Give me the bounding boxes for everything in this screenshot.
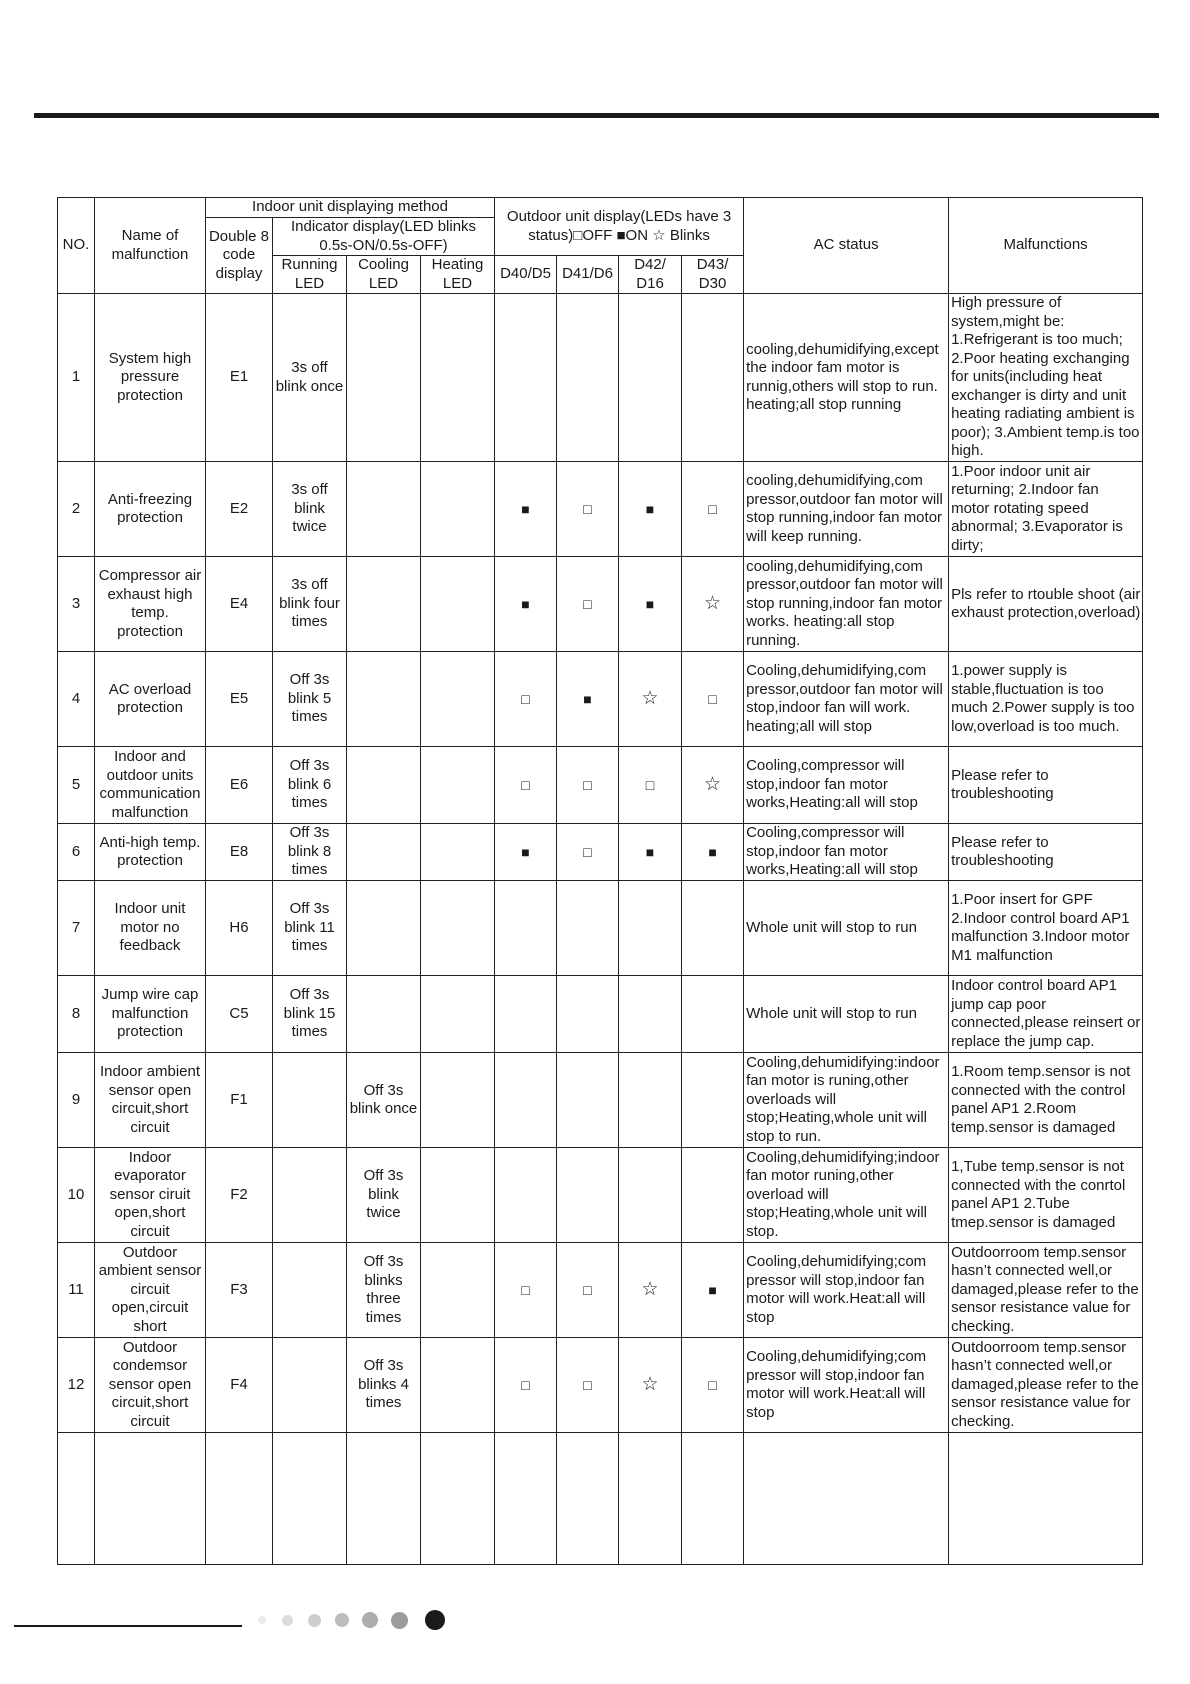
- row-running-led: Off 3s blink 15 times: [273, 976, 347, 1053]
- row-name: System high pressure protection: [95, 294, 206, 462]
- malfunction-table: [57, 197, 1143, 1565]
- row-ac-status: Cooling,dehumidifying;indoor fan motor runing,other overload will stop;Heating,whole unit will stop.: [744, 1148, 949, 1243]
- row-no: 11: [58, 1243, 95, 1338]
- header-running-led: Running LED: [273, 256, 347, 294]
- row-d41: [557, 1148, 619, 1243]
- row-code: F2: [206, 1148, 273, 1243]
- row-malfunction: 1,Tube temp.sensor is not connected with the conrtol panel AP1 2.Tube tmep.sensor is damaged: [949, 1148, 1143, 1243]
- row-name: Anti-high temp. protection: [95, 824, 206, 881]
- row-code: E6: [206, 747, 273, 824]
- row-code: F3: [206, 1243, 273, 1338]
- row-d42: ☆: [619, 652, 682, 747]
- row-d42: [619, 294, 682, 462]
- row-d43: [682, 1053, 744, 1148]
- row-ac-status: cooling,dehumidifying,except the indoor fam motor is runnig,others will stop to run. heating;all stop running: [744, 294, 949, 462]
- row-name: Outdoor condemsor sensor open circuit,short circuit: [95, 1338, 206, 1433]
- row-d43: □: [682, 462, 744, 557]
- row-heating-led: [421, 824, 495, 881]
- row-d41: □: [557, 557, 619, 652]
- row-heating-led: [421, 1148, 495, 1243]
- header-name: Name of malfunction: [95, 198, 206, 294]
- header-d40: D40/D5: [495, 256, 557, 294]
- row-code: E4: [206, 557, 273, 652]
- row-d40: [495, 1053, 557, 1148]
- header-indoor-group: Indoor unit displaying method: [206, 198, 495, 218]
- table-row: [58, 1053, 1143, 1148]
- row-ac-status: Cooling,dehumidifying;com pressor will stop,indoor fan motor will work.Heat:all will stop: [744, 1243, 949, 1338]
- row-malfunction: Outdoorroom temp.sensor hasn’t connected well,or damaged,please refer to the sensor resistance value for checking.: [949, 1243, 1143, 1338]
- row-d41: □: [557, 462, 619, 557]
- row-running-led: 3s off blink once: [273, 294, 347, 462]
- progress-dot: [425, 1610, 445, 1630]
- row-malfunction: 1.Poor indoor unit air returning; 2.Indoor fan motor rotating speed abnormal; 3.Evaporator is dirty;: [949, 462, 1143, 557]
- empty-cell: [347, 1433, 421, 1565]
- row-ac-status: cooling,dehumidifying,com pressor,outdoor fan motor will stop running,indoor fan motor works. heating:all stop running.: [744, 557, 949, 652]
- row-d43: [682, 976, 744, 1053]
- row-cooling-led: Off 3s blink twice: [347, 1148, 421, 1243]
- row-cooling-led: [347, 294, 421, 462]
- row-name: Outdoor ambient sensor circuit open,circuit short: [95, 1243, 206, 1338]
- row-cooling-led: [347, 747, 421, 824]
- row-heating-led: [421, 747, 495, 824]
- row-ac-status: Cooling,compressor will stop,indoor fan motor works,Heating:all will stop: [744, 824, 949, 881]
- row-running-led: [273, 1148, 347, 1243]
- table-row: [58, 294, 1143, 462]
- header-malfunctions: Malfunctions: [949, 198, 1143, 294]
- row-no: 8: [58, 976, 95, 1053]
- row-running-led: [273, 1243, 347, 1338]
- row-name: Indoor unit motor no feedback: [95, 881, 206, 976]
- empty-cell: [682, 1433, 744, 1565]
- row-name: Compressor air exhaust high temp. protection: [95, 557, 206, 652]
- row-d42: [619, 1053, 682, 1148]
- header-indicator-group: Indicator display(LED blinks 0.5s-ON/0.5s-OFF): [273, 218, 495, 256]
- row-malfunction: Indoor control board AP1 jump cap poor connected,please reinsert or replace the jump cap.: [949, 976, 1143, 1053]
- row-malfunction: 1.Room temp.sensor is not connected with the control panel AP1 2.Room temp.sensor is damaged: [949, 1053, 1143, 1148]
- row-cooling-led: [347, 976, 421, 1053]
- header-heating-led: Heating LED: [421, 256, 495, 294]
- empty-cell: [95, 1433, 206, 1565]
- row-d40: [495, 294, 557, 462]
- row-d43: [682, 1148, 744, 1243]
- row-d43: ■: [682, 824, 744, 881]
- row-malfunction: Outdoorroom temp.sensor hasn’t connected well,or damaged,please refer to the sensor resistance value for checking.: [949, 1338, 1143, 1433]
- empty-cell: [495, 1433, 557, 1565]
- progress-dot: [362, 1612, 378, 1628]
- row-heating-led: [421, 976, 495, 1053]
- row-no: 7: [58, 881, 95, 976]
- table-row: [58, 881, 1143, 976]
- table-row: [58, 747, 1143, 824]
- row-code: C5: [206, 976, 273, 1053]
- progress-dot: [258, 1616, 266, 1624]
- table-row: [58, 557, 1143, 652]
- row-code: F4: [206, 1338, 273, 1433]
- top-rule: [34, 113, 1159, 118]
- empty-cell: [744, 1433, 949, 1565]
- table-row: [58, 824, 1143, 881]
- progress-dot: [335, 1613, 349, 1627]
- row-malfunction: High pressure of system,might be: 1.Refrigerant is too much; 2.Poor heating exchanging for units(including heat exchanger is dirty and unit heating radiating ambient is poor); 3.Ambient temp.is too high.: [949, 294, 1143, 462]
- row-heating-led: [421, 652, 495, 747]
- row-d41: [557, 976, 619, 1053]
- row-code: F1: [206, 1053, 273, 1148]
- row-name: Anti-freezing protection: [95, 462, 206, 557]
- row-running-led: 3s off blink twice: [273, 462, 347, 557]
- row-d40: ■: [495, 462, 557, 557]
- row-no: 9: [58, 1053, 95, 1148]
- row-cooling-led: [347, 557, 421, 652]
- row-d40: □: [495, 1243, 557, 1338]
- empty-cell: [273, 1433, 347, 1565]
- row-cooling-led: [347, 824, 421, 881]
- progress-dot: [308, 1614, 321, 1627]
- row-d40: [495, 1148, 557, 1243]
- row-d43: [682, 881, 744, 976]
- row-d42: ☆: [619, 1338, 682, 1433]
- row-no: 3: [58, 557, 95, 652]
- table-row: [58, 1243, 1143, 1338]
- row-heating-led: [421, 1243, 495, 1338]
- row-no: 12: [58, 1338, 95, 1433]
- row-heating-led: [421, 1053, 495, 1148]
- row-code: H6: [206, 881, 273, 976]
- header-d41: D41/D6: [557, 256, 619, 294]
- row-d42: ■: [619, 824, 682, 881]
- row-ac-status: Cooling,dehumidifying;com pressor will stop,indoor fan motor will work.Heat:all will stop: [744, 1338, 949, 1433]
- row-running-led: Off 3s blink 11 times: [273, 881, 347, 976]
- row-d41: ■: [557, 652, 619, 747]
- row-code: E1: [206, 294, 273, 462]
- header-cooling-led: Cooling LED: [347, 256, 421, 294]
- row-no: 6: [58, 824, 95, 881]
- row-cooling-led: Off 3s blink once: [347, 1053, 421, 1148]
- row-d43: ☆: [682, 557, 744, 652]
- row-cooling-led: [347, 462, 421, 557]
- header-d42: D42/ D16: [619, 256, 682, 294]
- row-d40: □: [495, 652, 557, 747]
- row-ac-status: Cooling,compressor will stop,indoor fan motor works,Heating:all will stop: [744, 747, 949, 824]
- row-cooling-led: [347, 652, 421, 747]
- row-name: Indoor and outdoor units communication malfunction: [95, 747, 206, 824]
- row-cooling-led: [347, 881, 421, 976]
- row-name: Jump wire cap malfunction protection: [95, 976, 206, 1053]
- row-running-led: Off 3s blink 6 times: [273, 747, 347, 824]
- row-code: E2: [206, 462, 273, 557]
- row-running-led: [273, 1338, 347, 1433]
- row-d40: ■: [495, 557, 557, 652]
- row-no: 1: [58, 294, 95, 462]
- table-row: [58, 652, 1143, 747]
- row-d43: □: [682, 1338, 744, 1433]
- empty-cell: [58, 1433, 95, 1565]
- row-d41: [557, 881, 619, 976]
- row-malfunction: Please refer to troubleshooting: [949, 747, 1143, 824]
- row-running-led: Off 3s blink 5 times: [273, 652, 347, 747]
- empty-cell: [619, 1433, 682, 1565]
- page-progress-dots: [258, 1606, 458, 1634]
- row-ac-status: Whole unit will stop to run: [744, 976, 949, 1053]
- empty-cell: [421, 1433, 495, 1565]
- row-d40: □: [495, 747, 557, 824]
- row-d42: ☆: [619, 1243, 682, 1338]
- empty-cell: [949, 1433, 1143, 1565]
- header-ac-status: AC status: [744, 198, 949, 294]
- row-d40: [495, 976, 557, 1053]
- row-d43: □: [682, 652, 744, 747]
- empty-cell: [557, 1433, 619, 1565]
- row-no: 10: [58, 1148, 95, 1243]
- table-row: [58, 1148, 1143, 1243]
- row-heating-led: [421, 557, 495, 652]
- row-no: 5: [58, 747, 95, 824]
- row-cooling-led: Off 3s blinks 4 times: [347, 1338, 421, 1433]
- header-d43: D43/ D30: [682, 256, 744, 294]
- row-d43: [682, 294, 744, 462]
- table-row: [58, 1338, 1143, 1433]
- row-d40: ■: [495, 824, 557, 881]
- row-heating-led: [421, 881, 495, 976]
- row-malfunction: Pls refer to rtouble shoot (air exhaust protection,overload): [949, 557, 1143, 652]
- empty-cell: [206, 1433, 273, 1565]
- row-ac-status: Cooling,dehumidifying:indoor fan motor is runing,other overloads will stop;Heating,whole unit will stop to run.: [744, 1053, 949, 1148]
- row-d41: □: [557, 1338, 619, 1433]
- row-d43: ■: [682, 1243, 744, 1338]
- row-name: Indoor ambient sensor open circuit,short circuit: [95, 1053, 206, 1148]
- table-body: [58, 294, 1143, 1565]
- row-d41: [557, 294, 619, 462]
- row-cooling-led: Off 3s blinks three times: [347, 1243, 421, 1338]
- row-heating-led: [421, 462, 495, 557]
- row-d42: [619, 976, 682, 1053]
- row-no: 2: [58, 462, 95, 557]
- header-double8: Double 8 code display: [206, 218, 273, 294]
- row-d42: □: [619, 747, 682, 824]
- bottom-rule: [14, 1625, 242, 1627]
- empty-row: [58, 1433, 1143, 1565]
- row-no: 4: [58, 652, 95, 747]
- row-d42: ■: [619, 557, 682, 652]
- row-d41: □: [557, 747, 619, 824]
- header-no: NO.: [58, 198, 95, 294]
- row-d42: [619, 881, 682, 976]
- row-malfunction: Please refer to troubleshooting: [949, 824, 1143, 881]
- row-d42: ■: [619, 462, 682, 557]
- progress-dot: [282, 1615, 293, 1626]
- row-code: E8: [206, 824, 273, 881]
- row-d42: [619, 1148, 682, 1243]
- row-d41: □: [557, 824, 619, 881]
- row-running-led: 3s off blink four times: [273, 557, 347, 652]
- row-code: E5: [206, 652, 273, 747]
- progress-dot: [391, 1612, 408, 1629]
- row-heating-led: [421, 1338, 495, 1433]
- row-name: AC overload protection: [95, 652, 206, 747]
- row-d41: □: [557, 1243, 619, 1338]
- row-d43: ☆: [682, 747, 744, 824]
- row-heating-led: [421, 294, 495, 462]
- row-d40: □: [495, 1338, 557, 1433]
- row-running-led: Off 3s blink 8 times: [273, 824, 347, 881]
- row-ac-status: Cooling,dehumidifying,com pressor,outdoor fan motor will stop,indoor fan will work. heating;all will stop: [744, 652, 949, 747]
- row-malfunction: 1.power supply is stable,fluctuation is too much 2.Power supply is too low,overload is too much.: [949, 652, 1143, 747]
- row-running-led: [273, 1053, 347, 1148]
- table-row: [58, 462, 1143, 557]
- row-name: Indoor evaporator sensor ciruit open,short circuit: [95, 1148, 206, 1243]
- row-ac-status: cooling,dehumidifying,com pressor,outdoor fan motor will stop running,indoor fan motor will keep running.: [744, 462, 949, 557]
- row-d41: [557, 1053, 619, 1148]
- row-malfunction: 1.Poor insert for GPF 2.Indoor control board AP1 malfunction 3.Indoor motor M1 malfunction: [949, 881, 1143, 976]
- row-ac-status: Whole unit will stop to run: [744, 881, 949, 976]
- table-row: [58, 976, 1143, 1053]
- row-d40: [495, 881, 557, 976]
- header-outdoor-group: Outdoor unit display(LEDs have 3 status)□OFF ■ON ☆ Blinks: [495, 198, 744, 256]
